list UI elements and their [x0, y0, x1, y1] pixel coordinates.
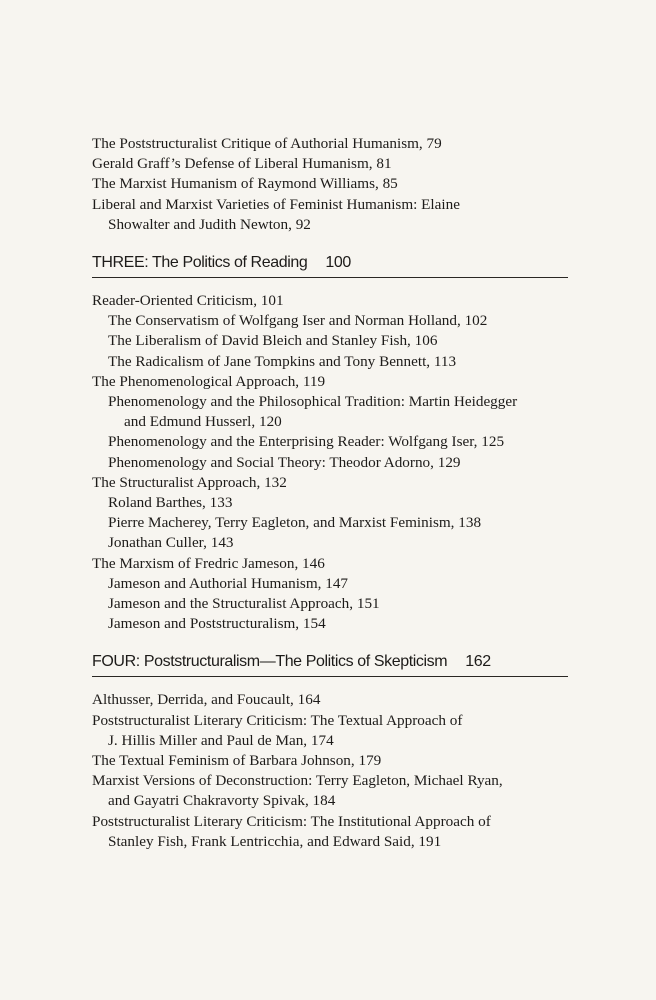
toc-entry: Jonathan Culler, 143 — [108, 534, 234, 552]
chapter-title: FOUR: Poststructuralism—The Politics of Skepticism — [92, 653, 448, 671]
toc-entry: Phenomenology and Social Theory: Theodor Adorno, 129 — [108, 453, 461, 471]
toc-entry: Reader-Oriented Criticism, 101 — [92, 292, 284, 310]
toc-entry: The Marxism of Fredric Jameson, 146 — [92, 554, 325, 572]
chapter-page-number: 100 — [325, 254, 351, 272]
toc-entry: Roland Barthes, 133 — [108, 494, 233, 512]
chapter-title: THREE: The Politics of Reading — [92, 254, 308, 272]
chapter-four-heading — [92, 652, 568, 677]
toc-entry: The Conservatism of Wolfgang Iser and Norman Holland, 102 — [108, 312, 488, 330]
toc-entry: Gerald Graff’s Defense of Liberal Humanism, 81 — [92, 155, 392, 173]
toc-section-four — [92, 690, 568, 852]
toc-entry: and Edmund Husserl, 120 — [124, 413, 282, 431]
chapter-three-heading — [92, 253, 568, 278]
table-of-contents — [92, 134, 568, 852]
toc-entry: Phenomenology and the Philosophical Tradition: Martin Heidegger — [108, 393, 518, 411]
toc-section-continued — [92, 134, 568, 235]
toc-entry: The Phenomenological Approach, 119 — [92, 372, 326, 390]
toc-entry: Liberal and Marxist Varieties of Feminist Humanism: Elaine — [92, 195, 460, 213]
toc-entry: The Radicalism of Jane Tompkins and Tony Bennett, 113 — [108, 352, 457, 370]
toc-entry: Althusser, Derrida, and Foucault, 164 — [92, 691, 321, 709]
toc-entry: Stanley Fish, Frank Lentricchia, and Edward Said, 191 — [108, 832, 442, 850]
toc-entry: Jameson and Poststructuralism, 154 — [108, 615, 326, 633]
toc-entry: The Textual Feminism of Barbara Johnson, 179 — [92, 752, 382, 770]
toc-entry: Phenomenology and the Enterprising Reader: Wolfgang Iser, 125 — [108, 433, 505, 451]
toc-entry: The Poststructuralist Critique of Authorial Humanism, 79 — [92, 135, 442, 152]
toc-entry: and Gayatri Chakravorty Spivak, 184 — [108, 792, 336, 810]
toc-section-three — [92, 291, 568, 634]
toc-entry: Pierre Macherey, Terry Eagleton, and Marxist Feminism, 138 — [108, 514, 482, 532]
toc-entry: Showalter and Judith Newton, 92 — [108, 215, 311, 233]
toc-entry: Jameson and Authorial Humanism, 147 — [108, 574, 349, 592]
toc-entry: The Structuralist Approach, 132 — [92, 473, 287, 491]
toc-entry: Poststructuralist Literary Criticism: The Textual Approach of — [92, 711, 463, 729]
toc-entry: Jameson and the Structuralist Approach, 151 — [108, 595, 380, 613]
toc-entry: J. Hillis Miller and Paul de Man, 174 — [108, 731, 334, 749]
toc-entry: Marxist Versions of Deconstruction: Terry Eagleton, Michael Ryan, — [92, 772, 503, 790]
toc-entry: Poststructuralist Literary Criticism: The Institutional Approach of — [92, 812, 491, 830]
chapter-page-number: 162 — [465, 653, 491, 671]
toc-entry: The Liberalism of David Bleich and Stanley Fish, 106 — [108, 332, 438, 350]
toc-entry: The Marxist Humanism of Raymond Williams, 85 — [92, 175, 398, 193]
